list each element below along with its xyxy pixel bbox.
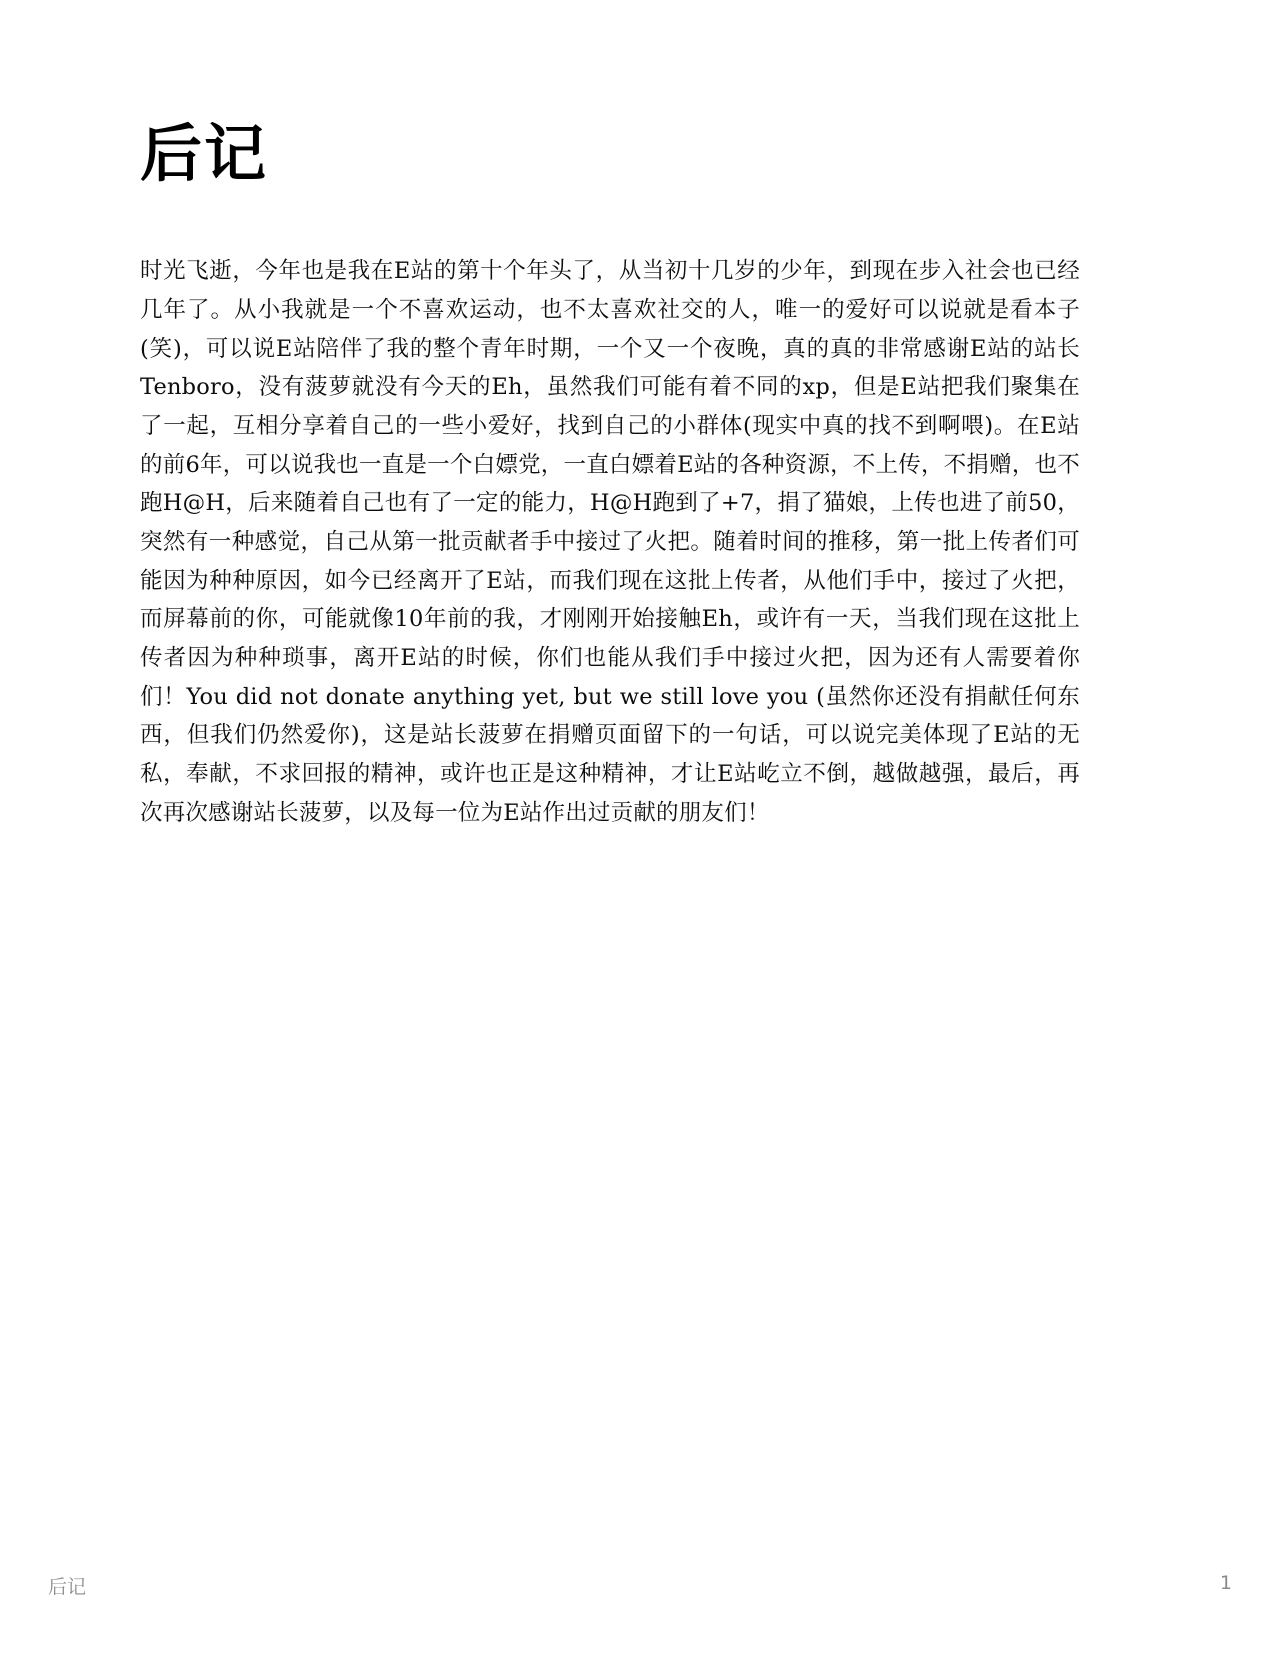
page-title: 后记 (140, 117, 269, 190)
footer-page-number: 1 (1219, 1572, 1232, 1594)
footer-section-label: 后记 (48, 1576, 87, 1598)
page-footer (0, 1572, 1280, 1598)
document-content (140, 117, 1080, 833)
body-paragraph: 时光飞逝，今年也是我在E站的第十个年头了，从当初十几岁的少年，到现在步入社会也已经几年了。从小我就是一个不喜欢运动，也不太喜欢社交的人，唯一的爱好可以说就是看本子(笑)，可以说E站陪伴了我的整个青年时期，一个又一个夜晚，真的真的非常感谢E站的站长Tenboro，没有菠萝就没有今天的Eh，虽然我们可能有着不同的xp，但是E站把我们聚集在了一起，互相分享着自己的一些小爱好，找到自己的小群体(现实中真的找不到啊喂)。在E站的前6年，可以说我也一直是一个白嫖党，一直白嫖着E站的各种资源，不上传，不捐赠，也不跑H@H，后来随着自己也有了一定的能力，H@H跑到了+7，捐了猫娘，上传也进了前50，突然有一种感觉，自己从第一批贡献者手中接过了火把。随着时间的推移，第一批上传者们可能因为种种原因，如今已经离开了E站，而我们现在这批上传者，从他们手中，接过了火把，而屏幕前的你，可能就像10年前的我，才刚刚开始接触Eh，或许有一天，当我们现在这批上传者因为种种琐事，离开E站的时候，你们也能从我们手中接过火把，因为还有人需要着你们！You did not donate anything yet, but we still love you (虽然你还没有捐献任何东西，但我们仍然爱你)，这是站长菠萝在捐赠页面留下的一句话，可以说完美体现了E站的无私，奉献，不求回报的精神，或许也正是这种精神，才让E站屹立不倒，越做越强，最后，再次再次感谢站长菠萝，以及每一位为E站作出过贡献的朋友们！ (140, 258, 1080, 826)
